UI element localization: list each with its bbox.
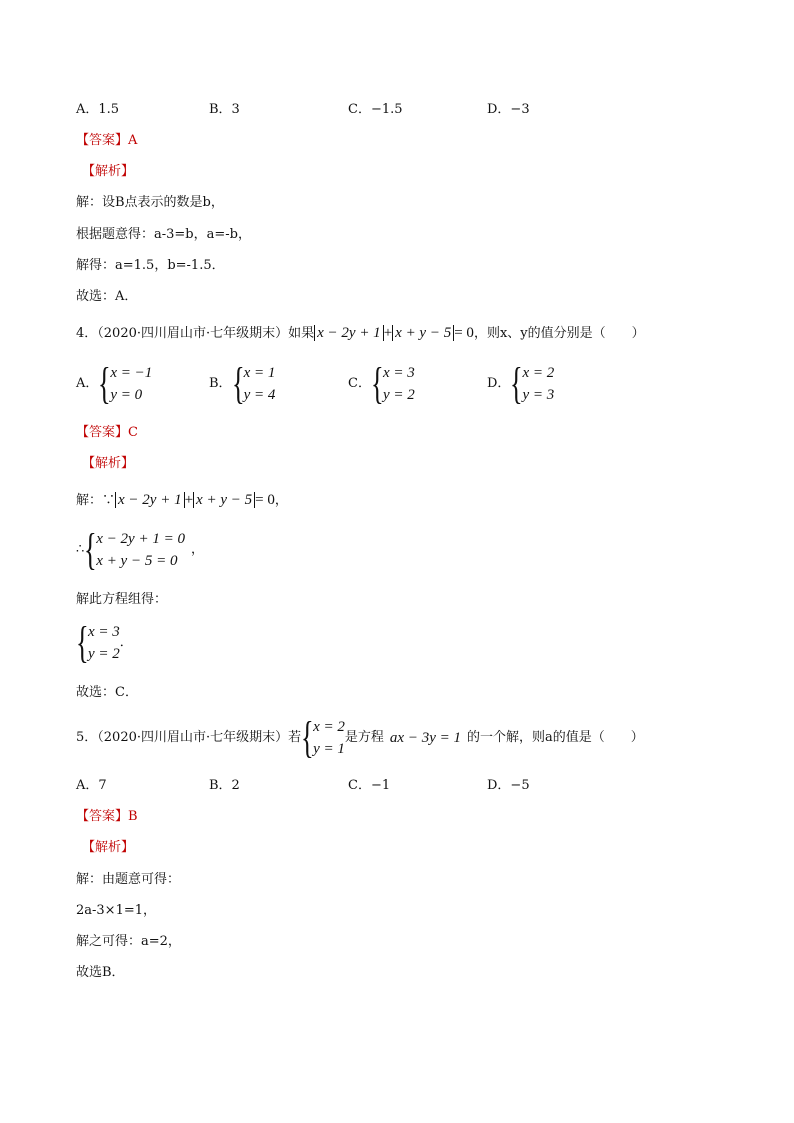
q4-sol-prefix: 解：∵ [76,493,116,508]
q3-option-c: C．−1.5 [348,102,403,117]
q5-suffix: 的一个解，则a的值是（ ） [466,730,644,745]
brace-icon: { [370,359,384,408]
q3-conclusion: 故选：A． [76,289,138,304]
q4-option-c [348,359,415,408]
q4-abs-1: x − 2y + 1 [314,325,384,341]
brace-icon: { [76,618,89,667]
option-label: C． [348,376,371,391]
therefore-symbol: ∴ [76,542,85,557]
answer-value: C [128,425,138,440]
analysis-tag: 【解析】 [82,456,135,471]
analysis-tag: 【解析】 [82,840,135,855]
system-row: y = 1 [313,741,345,757]
q4-plus: + [383,325,393,341]
option-label: B． [209,376,232,391]
q3-option-b: B．3 [209,102,240,117]
q5-option-a: A．7 [76,778,107,793]
system-suffix: ， [190,542,204,557]
q4-eq: = 0 [454,325,474,341]
q5-conclusion: 故选B． [76,965,125,980]
system-row: x = 2 [522,365,555,381]
system-row: x = 1 [243,365,276,381]
q4-sol-abs-1: x − 2y + 1 [115,492,185,508]
system-row: x = −1 [110,365,153,381]
q5-prefix: 5．（2020·四川眉山市·七年级期末）若 [76,730,302,745]
system-suffix: ． [119,635,133,650]
brace-icon: { [98,359,112,408]
brace-icon: { [84,525,97,574]
q4-option-b [209,359,276,408]
q4-sol-plus: + [184,492,194,508]
q5-mid: 是方程 [344,730,384,745]
system-row: y = 2 [382,387,415,403]
system-row: x + y − 5 = 0 [96,553,178,569]
system-row: y = 3 [522,387,555,403]
q4-suffix: ，则x、y的值分别是（ ） [473,326,645,341]
q3-analysis-tag [82,162,134,182]
q4-sol-abs-2: x + y − 5 [193,492,255,508]
q4-option-d [487,359,555,408]
answer-tag: 【答案】 [76,809,129,824]
option-label: A． [76,376,99,391]
option-label: D． [487,376,511,391]
system-row: y = 0 [110,387,143,403]
system-row: x = 3 [382,365,415,381]
q5-option-c: C．−1 [348,778,391,793]
q3-answer [76,131,137,151]
q5-analysis-tag [82,838,134,858]
q5-answer [76,807,138,827]
q4-solve-text: 解此方程组得： [76,592,168,607]
system-row: x − 2y + 1 = 0 [96,531,185,547]
q3-solution-line-1: 解：设B点表示的数是b， [76,195,224,210]
q5-option-b: B．2 [209,778,240,793]
q5-equation: ax − 3y = 1 [389,730,461,746]
q4-prefix: 4．（2020·四川眉山市·七年级期末）如果 [76,326,315,341]
system-row: x = 2 [313,719,345,735]
q5-option-d: D．−5 [487,778,530,793]
q5-solution-line-1: 解：由题意可得： [76,872,181,887]
q4-sol-eq: = 0 [255,492,275,508]
q4-conclusion: 故选：C． [76,685,138,700]
brace-icon: { [510,359,524,408]
q4-analysis-tag [82,454,134,474]
q5-question [76,713,644,762]
q4-system-1 [76,525,204,574]
answer-value: B [128,809,138,824]
answer-tag: 【答案】 [76,133,129,148]
answer-value: A [128,133,138,148]
brace-icon: { [301,713,314,762]
analysis-tag: 【解析】 [82,164,135,179]
q4-option-a [76,359,153,408]
brace-icon: { [231,359,245,408]
answer-tag: 【答案】 [76,425,129,440]
q4-system-2 [76,618,133,667]
q5-solution-line-2: 2a-3×1=1， [76,903,157,918]
q4-answer [76,423,138,443]
system-row: y = 2 [88,646,120,662]
q3-solution-line-3: 解得：a=1.5，b=-1.5． [76,258,225,273]
q4-question [76,323,645,344]
q5-solution-line-3: 解之可得：a=2， [76,934,181,949]
system-row: y = 4 [243,387,276,403]
q4-solution-line-1 [76,490,288,511]
q3-option-d: D．−3 [487,102,530,117]
q4-abs-2: x + y − 5 [392,325,454,341]
q4-sol-suffix: ， [274,493,288,508]
q3-option-a: A．1.5 [76,102,120,117]
q3-solution-line-2: 根据题意得：a-3=b，a=-b， [76,227,251,242]
system-row: x = 3 [88,624,120,640]
